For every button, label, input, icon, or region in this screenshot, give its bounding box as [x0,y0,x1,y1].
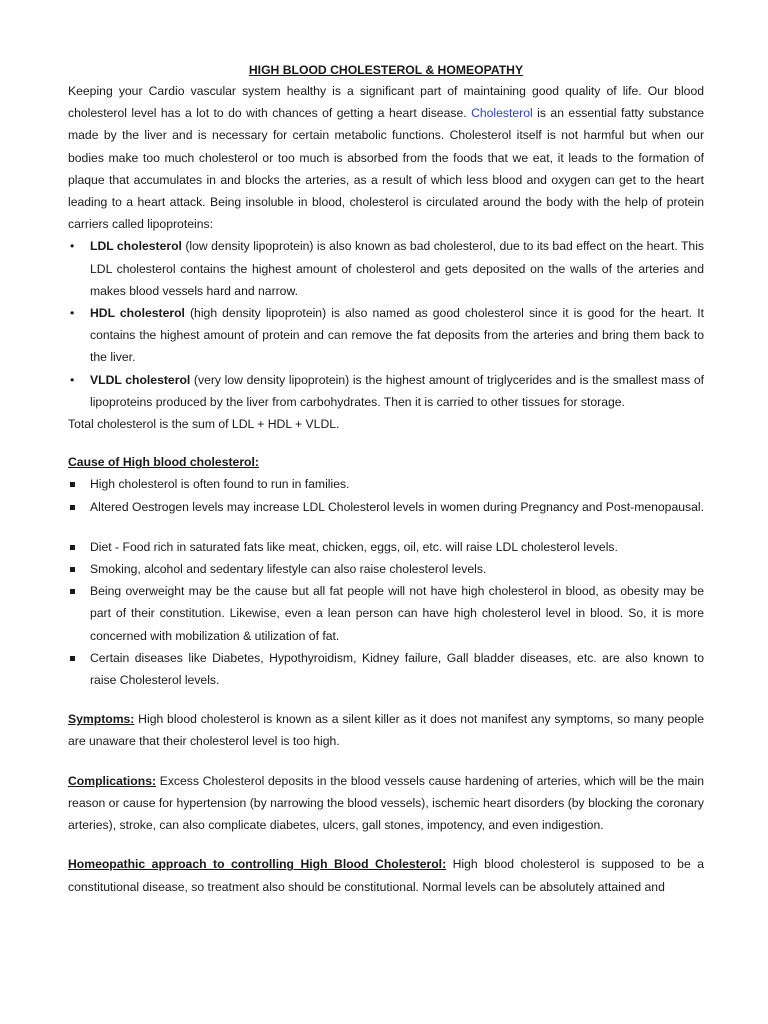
intro-text-end: is an essential fatty substance made by the liver and is necessary for certain metabolic functions. Cholesterol itself is not harmful but when our bodies make too much cholesterol or too much is absorbed from the foods that we eat, it leads to the formation of plaque that accumulates in and blocks the arteries, as a result of which less blood and oxygen can get to the heart leading to a heart attack. Being insoluble in blood, cholesterol is circulated around the body with the help of protein carriers called lipoproteins: [68,106,705,232]
causes-heading: Cause of High blood cholesterol: [68,455,259,470]
total-cholesterol-line: Total cholesterol is the sum of LDL + HDL + VLDL. [68,417,340,432]
list-item [68,496,704,518]
bullet-icon: • [70,306,75,321]
term-description: (high density lipoprotein) is also named as good cholesterol since it is good for the heart. It contains the highest amount of protein and can remove the fat deposits from the arteries and bring them back to the liver. [90,306,705,365]
term-description: (low density lipoprotein) is also known as bad cholesterol, due to its bad effect on the heart. This LDL cholesterol contains the highest amount of cholesterol and gets deposited on the walls of the arteries and makes blood vessels hard and narrow. [90,239,704,298]
list-item [68,536,704,558]
symptoms-paragraph [68,708,704,752]
list-item [68,580,704,647]
square-bullet-icon [70,589,75,594]
term: VLDL cholesterol [90,372,191,387]
list-item [68,302,704,369]
list-item-text: Altered Oestrogen levels may increase LDL Cholesterol levels in women during Pregnancy and Post-menopausal. [90,499,704,514]
causes-list [68,473,704,691]
page-title: HIGH BLOOD CHOLESTEROL & HOMEOPATHY [248,63,524,77]
list-item [68,369,704,413]
symptoms-heading: Symptoms: [68,712,135,727]
bullet-icon: • [70,239,75,254]
document-page [68,60,704,898]
cholesterol-link[interactable]: Cholesterol [471,106,533,121]
homeopathic-text: High blood cholesterol is supposed to be a constitutional disease, so treatment also should be constitutional. Normal levels can be absolutely attained and [68,857,705,894]
square-bullet-icon [70,545,75,550]
complications-heading: Complications: [68,773,157,788]
list-item [68,558,704,580]
square-bullet-icon [70,567,75,572]
term: HDL cholesterol [90,306,185,321]
term: LDL cholesterol [90,239,182,254]
list-spacer [68,518,704,536]
intro-paragraph [68,80,704,235]
term-description: (very low density lipoprotein) is the highest amount of triglycerides and is the smallest mass of lipoproteins produced by the liver from carbohydrates. Then it is carried to other tissues for storage. [90,372,704,409]
list-item-text: Certain diseases like Diabetes, Hypothyroidism, Kidney failure, Gall bladder diseases, etc. are also known to raise Cholesterol levels. [90,650,704,688]
symptoms-text: High blood cholesterol is known as a silent killer as it does not manifest any symptoms, so many people are unaware that their cholesterol level is too high. [68,712,704,749]
complications-paragraph [68,770,704,837]
list-item-text: Diet - Food rich in saturated fats like meat, chicken, eggs, oil, etc. will raise LDL cholesterol levels. [90,539,618,554]
homeopathic-paragraph [68,853,704,897]
list-item [68,647,704,691]
list-item [68,473,704,495]
complications-text: Excess Cholesterol deposits in the blood vessels cause hardening of arteries, which will be the main reason or cause for hypertension (by narrowing the blood vessels), ischemic heart disorders (by blocking the coronary arteries), stroke, can also complicate diabetes, ulcers, gall stones, impotency, and even indigestion. [68,773,704,833]
square-bullet-icon [70,482,75,487]
square-bullet-icon [70,505,75,510]
intro-text-start: Keeping your Cardio vascular system healthy is a significant part of maintaining good quality of life. Our blood cholesterol level has a lot to do with chances of getting a heart disease. [68,84,704,121]
list-item-text: Being overweight may be the cause but all fat people will not have high cholesterol in blood, as obesity may be part of their constitution. Likewise, even a lean person can have high cholesterol level in blood. So, it is more concerned with mobilization & utilization of fat. [90,584,704,643]
list-item-text: High cholesterol is often found to run in families. [90,477,350,492]
bullet-icon: • [70,372,75,387]
homeopathic-heading: Homeopathic approach to controlling High Blood Cholesterol: [68,857,447,872]
list-item [68,235,704,302]
list-item-text: Smoking, alcohol and sedentary lifestyle can also raise cholesterol levels. [90,562,487,577]
lipoprotein-list [68,235,704,413]
square-bullet-icon [70,656,75,661]
